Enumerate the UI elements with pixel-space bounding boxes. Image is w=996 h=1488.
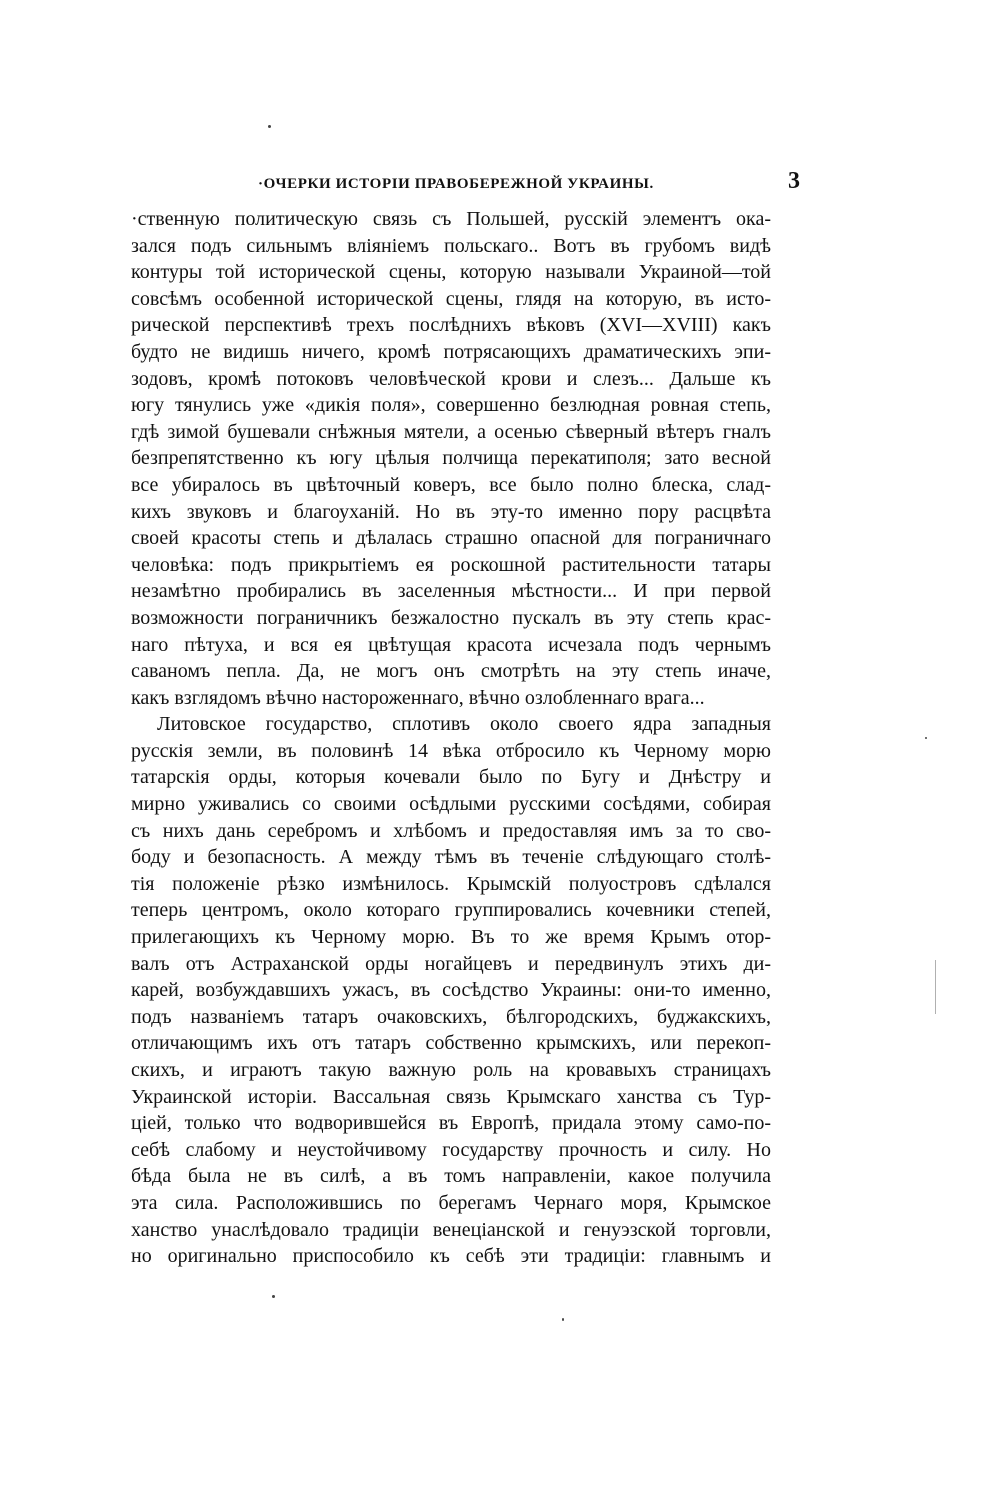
text-line: рической перспективѣ трехъ послѣднихъ вѣковъ (XVI—XVIII) какъ [131,314,771,337]
text-line: но оригинально приспособило къ себѣ эти традиціи: главнымъ и [131,1245,771,1268]
text-line: незамѣтно пробирались въ заселенныя мѣстности... И при первой [131,580,771,603]
text-line: карей, возбуждавшихъ ужасъ, въ сосѣдство Украины: они-то именно, [131,979,771,1002]
text-line: совсѣмъ особенной исторической сцены, глядя на которую, въ исто- [131,287,771,310]
text-line: эта сила. Расположившись по берегамъ Чернаго моря, Крымское [131,1191,771,1214]
text-line: югу тянулись уже «дикія поля», совершенно безлюдная ровная степь, [131,394,771,417]
text-line: бѣда была не въ силѣ, а въ томъ направленіи, какое получила [131,1165,771,1188]
text-line: ·ственную политическую связь съ Польшей, русскій элементъ ока- [131,208,771,230]
text-line: скихъ, и играютъ такую важную роль на кровавыхъ страницахъ [131,1059,771,1081]
text-line: подъ названіемъ татаръ очаковскихъ, бѣлгородскихъ, буджакскихъ, [131,1005,771,1028]
text-line: боду и безопасность. А между тѣмъ въ теченіе слѣдующаго столѣ- [131,846,771,869]
text-line: какъ взглядомъ вѣчно настороженнаго, вѣчно озлобленнаго врага... [131,686,705,709]
text-line: своей красоты степь и дѣлалась страшно опасной для пограничнаго [131,527,771,550]
text-line: прилегающихъ къ Черному морю. Въ то же время Крымъ отор- [131,926,771,949]
text-line: наго пѣтуха, и вся ея цвѣтущая красота исчезала подъ чернымъ [131,633,771,656]
text-line: ханство унаслѣдовало традиціи венеціанской и генуэзской торговли, [131,1218,771,1241]
text-line: будто не видишь ничего, кромѣ потрясающихъ драматическихъ эпи- [131,340,771,363]
text-line: себѣ слабому и неустойчивому государству прочность и силу. Но [131,1138,771,1161]
text-line: безпрепятственно къ югу цѣлыя полчища перекатиполя; зато весной [131,447,771,470]
text-line: гдѣ зимой бушевали снѣжныя мятели, а осенью сѣверный вѣтеръ гналъ [131,420,771,443]
text-line: возможности пограничникъ безжалостно пускалъ въ эту степь крас- [131,606,771,629]
text-line: теперь центромъ, около котораго группировались кочевники степей, [131,899,771,922]
text-line: Литовское государство, сплотивъ около своего ядра западныя [157,713,771,736]
text-line: валъ отъ Астраханской орды ногайцевъ и передвинулъ этихъ ди- [131,952,771,975]
page-number: 3 [788,168,800,194]
ink-speck [925,737,927,739]
text-line: все убиралось въ цвѣточный коверъ, все было полно блеска, слад- [131,473,771,496]
text-line: мирно уживались со своими осѣдлыми русскими сосѣдями, собирая [131,793,771,816]
text-line: тія положеніе рѣзко измѣнилось. Крымскій полуостровъ сдѣлался [131,872,771,895]
text-line: русскія земли, въ половинѣ 14 вѣка отбросило къ Черному морю [131,739,771,762]
text-line: человѣка: подъ прикрытіемъ ея роскошной растительности татары [131,553,771,576]
text-line: Украинской исторіи. Вассальная связь Крымскаго ханства съ Тур- [131,1085,771,1108]
margin-rule [935,960,936,1014]
text-line: отличающимъ ихъ отъ татаръ собственно крымскихъ, или перекоп- [131,1032,771,1055]
ink-speck [272,1295,275,1298]
text-line: татарскія орды, которыя кочевали было по Бугу и Днѣстру и [131,766,771,789]
text-line: зодовъ, кромѣ потоковъ человѣческой крови и слезъ... Дальше къ [131,367,771,390]
text-line: ціей, только что водворившейся въ Европѣ, придала этому само-по- [131,1112,771,1135]
ink-speck [268,125,271,128]
text-line: контуры той исторической сцены, которую называли Украиной—той [131,261,771,284]
body-text [131,206,771,1270]
text-line: зался подъ сильнымъ вліяніемъ польскаго.. Вотъ въ грубомъ видѣ [131,234,771,257]
ink-speck [562,1318,564,1321]
text-line: кихъ звуковъ и благоуханій. Но въ эту-то именно пору расцвѣта [131,500,771,523]
text-line: саваномъ пепла. Да, не могъ онъ смотрѣть на эту степь иначе, [131,660,771,683]
text-line: съ нихъ дань серебромъ и хлѣбомъ и предоставляя имъ за то сво- [131,819,771,842]
running-title: ·ОЧЕРКИ ИСТОРІИ ПРАВОБЕРЕЖНОЙ УКРАИНЫ. [258,176,654,192]
